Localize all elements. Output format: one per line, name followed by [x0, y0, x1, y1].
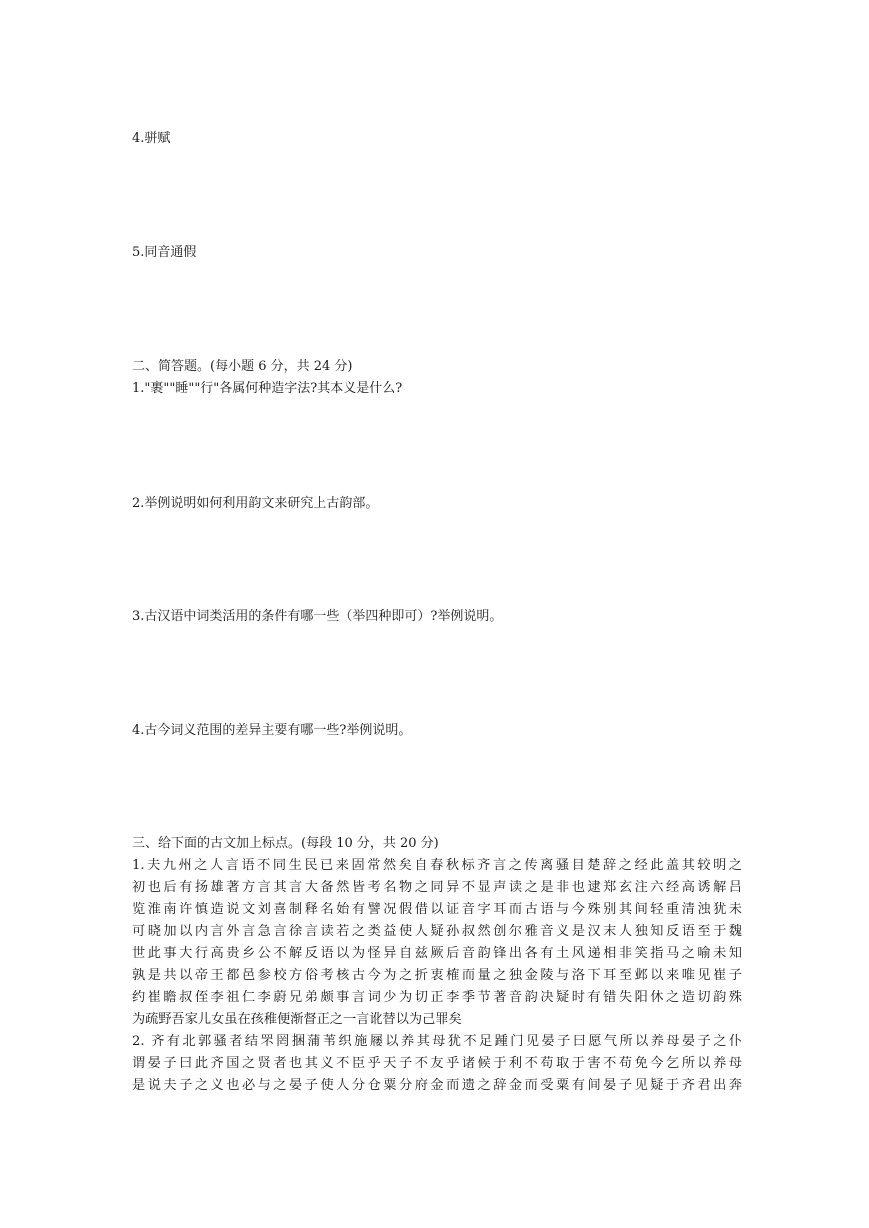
question-2-1: 1."裹""睡""行"各属何种造字法?其本义是什么? — [132, 381, 403, 396]
term-item-4: 4.骈赋 — [132, 131, 171, 146]
term-item-5: 5.同音通假 — [132, 245, 197, 260]
passage-1 — [132, 855, 742, 1031]
section-3-heading: 三、给下面的古文加上标点。(每段 10 分，共 20 分) — [132, 836, 439, 851]
passage-line: 孰是共以帝王都邑参校方俗考核古今为之折衷榷而量之独金陵与洛下耳至邺以来唯见崔子 — [132, 968, 742, 983]
question-2-4: 4.古今词义范围的差异主要有哪一些?举例说明。 — [132, 723, 412, 738]
question-2-3: 3.古汉语中词类活用的条件有哪一些（举四种即可）?举例说明。 — [132, 609, 503, 624]
passage-line: 为疏野吾家儿女虽在孩稚便渐督正之一言讹替以为己罪矣 — [132, 1012, 462, 1027]
passage-line: 初也后有扬雄著方言其言大备然皆考名物之同异不显声读之是非也逮郑玄注六经高诱解吕 — [132, 880, 742, 895]
section-2-heading: 二、简答题。(每小题 6 分，共 24 分) — [132, 359, 353, 374]
passage-2 — [132, 1031, 742, 1097]
passage-line: 可晓加以内言外言急言徐言读若之类益使人疑孙叔然创尔雅音义是汉末人独知反语至于魏 — [132, 924, 742, 939]
passage-line: 1.夫九州之人言语不同生民已来固常然矣自春秋标齐言之传离骚目楚辞之经此盖其较明之 — [132, 858, 742, 873]
passage-line: 览淮南许慎造说文刘喜制释名始有譬况假借以证音字耳而古语与今殊别其间轻重清浊犹未 — [132, 902, 742, 917]
passage-line: 2. 齐有北郭骚者结罘罔捆蒲苇织施屦以养其母犹不足踵门见晏子曰愿气所以养母晏子之仆 — [132, 1034, 742, 1049]
passage-line: 是说夫子之义也必与之晏子使人分仓粟分府金而遗之辞金而受粟有间晏子见疑于齐君出奔 — [132, 1078, 742, 1093]
passage-line: 世此事大行高贵乡公不解反语以为怪异自兹厥后音韵锋出各有土风递相非笑指马之喻未知 — [132, 946, 742, 961]
passage-line: 谓晏子曰此齐国之贤者也其义不臣乎天子不友乎诸候于利不苟取于害不苟免今乞所以养母 — [132, 1056, 742, 1071]
passage-line: 约崔瞻叔侄李祖仁李蔚兄弟颇事言词少为切正李季节著音韵决疑时有错失阳休之造切韵殊 — [132, 990, 742, 1005]
question-2-2: 2.举例说明如何利用韵文来研究上古韵部。 — [132, 496, 379, 511]
